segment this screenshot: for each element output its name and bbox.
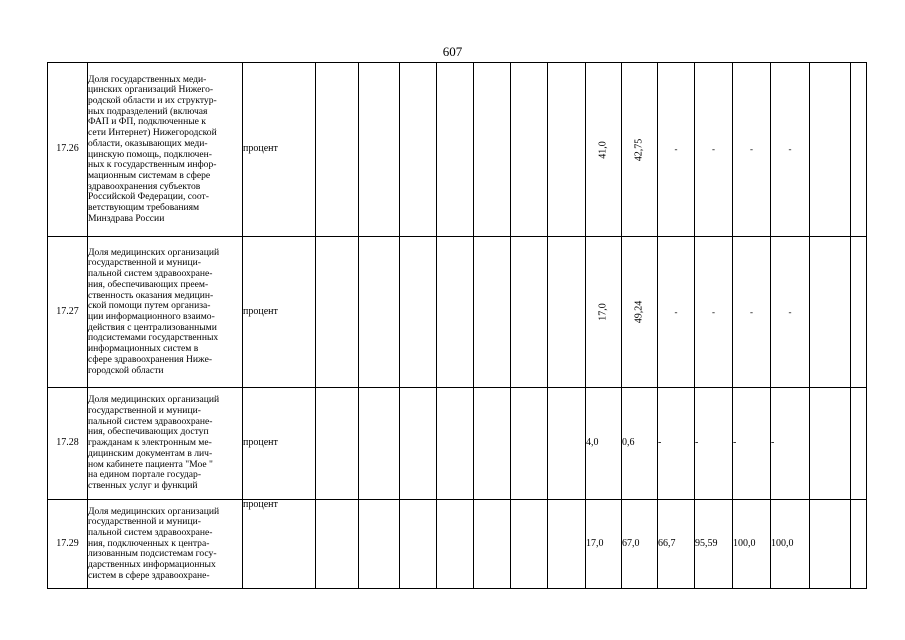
empty-cell <box>400 388 437 500</box>
empty-cell <box>474 500 511 589</box>
value-cell: 95,59 <box>695 500 733 589</box>
value-cell: - <box>771 237 810 388</box>
empty-cell <box>359 500 400 589</box>
table-row-17-27 <box>48 237 867 388</box>
empty-cell <box>316 63 359 237</box>
value-cell: - <box>733 63 771 237</box>
empty-cell <box>851 63 867 237</box>
empty-cell <box>810 500 851 589</box>
empty-cell <box>810 63 851 237</box>
value-cell: - <box>771 388 810 500</box>
page-number: 607 <box>442 44 463 59</box>
value-cell: - <box>658 63 695 237</box>
value-cell: 100,0 <box>733 500 771 589</box>
table-row-17-29 <box>48 500 867 589</box>
empty-cell <box>316 237 359 388</box>
empty-cell <box>548 63 586 237</box>
empty-cell <box>474 63 511 237</box>
empty-cell <box>474 237 511 388</box>
empty-cell <box>548 388 586 500</box>
empty-cell <box>359 237 400 388</box>
empty-cell <box>437 388 474 500</box>
value-cell: 17,0 <box>586 237 622 388</box>
empty-cell <box>400 237 437 388</box>
value-cell: - <box>695 63 733 237</box>
empty-cell <box>548 500 586 589</box>
empty-cell <box>851 388 867 500</box>
row-number: 17.27 <box>48 237 88 388</box>
indicator-name: Доля государственных меди- цинских организаций Нижего- родской области и их структур- ных подразделений (включая ФАП и ФП, подключенные к сети Интернет) Нижегородской области, оказывающих меди- цинскую помощь, подключен- ных к государственным инфор- мационным системам в сфере здравоохранения субъектов Российской Федерации, соот- ветствующим требованиям Минздрава России <box>88 63 243 237</box>
value-cell: - <box>733 388 771 500</box>
empty-cell <box>437 237 474 388</box>
empty-cell <box>851 500 867 589</box>
value-cell: - <box>695 388 733 500</box>
empty-cell <box>548 237 586 388</box>
empty-cell <box>437 500 474 589</box>
value-cell: 17,0 <box>586 500 622 589</box>
unit-cell: процент <box>243 500 316 589</box>
indicator-name: Доля медицинских организаций государственной и муници- пальной систем здравоохране- ния, подключенных к центра- лизованным подсистемам госу- дарственных информационных систем в сфере здравоохране- <box>88 500 243 589</box>
empty-cell <box>437 63 474 237</box>
value-cell: 41,0 <box>586 63 622 237</box>
table-row-17-26 <box>48 63 867 237</box>
empty-cell <box>316 388 359 500</box>
value-cell: 49,24 <box>622 237 658 388</box>
value-cell: - <box>695 237 733 388</box>
empty-cell <box>359 63 400 237</box>
row-number: 17.28 <box>48 388 88 500</box>
value-cell: 67,0 <box>622 500 658 589</box>
value-cell: - <box>771 63 810 237</box>
empty-cell <box>316 500 359 589</box>
value-cell: - <box>658 388 695 500</box>
value-cell: - <box>733 237 771 388</box>
indicator-name: Доля медицинских организаций государственной и муници- пальной систем здравоохране- ния, обеспечивающих преем- ственность оказания медицин- ской помощи путем организа- ции информационного взаимо- действия с централизованными подсистемами государственных информационных систем в сфере здравоохранения Ниже- городской области <box>88 237 243 388</box>
row-number: 17.26 <box>48 63 88 237</box>
unit-cell: процент <box>243 388 316 500</box>
indicator-table <box>47 62 867 589</box>
empty-cell <box>511 500 548 589</box>
empty-cell <box>511 237 548 388</box>
unit-cell: процент <box>243 237 316 388</box>
row-number: 17.29 <box>48 500 88 589</box>
value-cell: 42,75 <box>622 63 658 237</box>
empty-cell <box>810 237 851 388</box>
empty-cell <box>851 237 867 388</box>
empty-cell <box>400 63 437 237</box>
empty-cell <box>511 388 548 500</box>
value-cell: - <box>658 237 695 388</box>
empty-cell <box>474 388 511 500</box>
value-cell: 4,0 <box>586 388 622 500</box>
table-row-17-28 <box>48 388 867 500</box>
unit-cell: процент <box>243 63 316 237</box>
empty-cell <box>511 63 548 237</box>
indicator-name: Доля медицинских организаций государственной и муници- пальной систем здравоохране- ния, обеспечивающих доступ гражданам к электронным ме- дицинским документам в лич- ном кабинете пациента "Мое " на едином портале государ- ственных услуг и функций <box>88 388 243 500</box>
value-cell: 100,0 <box>771 500 810 589</box>
value-cell: 0,6 <box>622 388 658 500</box>
value-cell: 66,7 <box>658 500 695 589</box>
empty-cell <box>359 388 400 500</box>
empty-cell <box>810 388 851 500</box>
empty-cell <box>400 500 437 589</box>
